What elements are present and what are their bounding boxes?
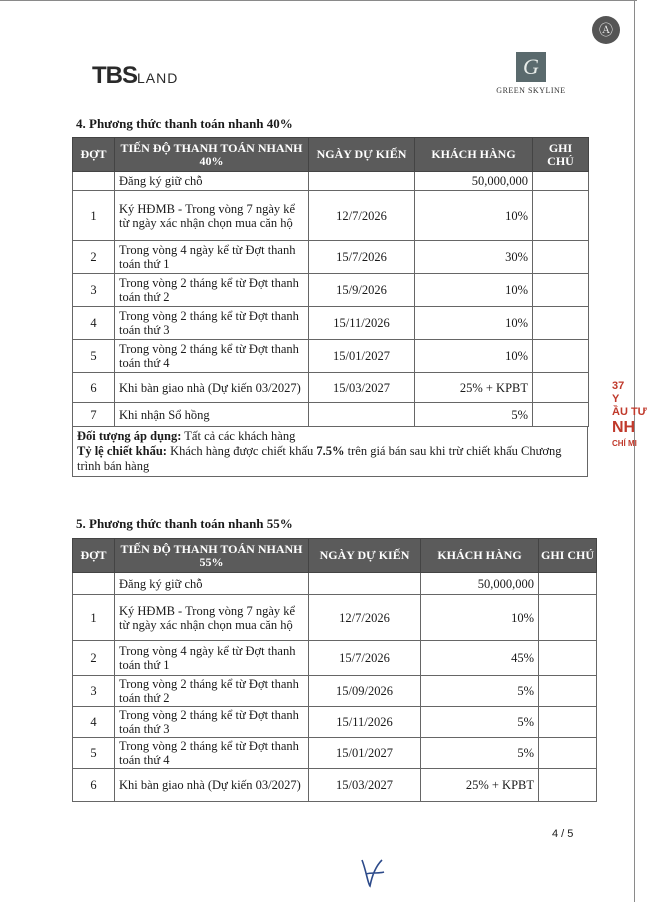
col-dot-header: ĐỢT — [73, 138, 115, 172]
col-note-header: GHI CHÚ — [533, 138, 589, 172]
discount-line: Tỷ lệ chiết khấu: Khách hàng được chiết khấu 7.5% trên giá bán sau khi trừ chiết khấu Chương trình bán hàng — [77, 444, 562, 473]
row-amount-cell: 10% — [415, 274, 533, 307]
row-dot-cell — [73, 573, 115, 595]
row-dot-cell: 6 — [73, 769, 115, 802]
row-amount-cell: 10% — [421, 595, 539, 641]
row-dot-cell: 6 — [73, 373, 115, 403]
table-row — [73, 573, 597, 595]
row-amount-cell: 5% — [421, 707, 539, 738]
row-note-cell — [539, 676, 597, 707]
page-number: 4 / 5 — [552, 828, 574, 840]
row-amount-cell: 30% — [415, 241, 533, 274]
row-note-cell — [539, 573, 597, 595]
page-border-top — [0, 0, 637, 1]
applicable-line: Đối tượng áp dụng: Tất cả các khách hàng — [77, 429, 296, 443]
row-progress-cell: Trong vòng 4 ngày kể từ Đợt thanh toán thứ 1 — [115, 641, 309, 676]
row-date-cell: 15/11/2026 — [309, 307, 415, 340]
table-row — [73, 373, 589, 403]
green-skyline-name: GREEN SKYLINE — [496, 86, 566, 95]
row-progress-cell: Khi bàn giao nhà (Dự kiến 03/2027) — [115, 769, 309, 802]
col-progress-header: TIẾN ĐỘ THANH TOÁN NHANH 40% — [115, 138, 309, 172]
row-progress-cell: Trong vòng 2 tháng kể từ Đợt thanh toán thứ 4 — [115, 738, 309, 769]
row-note-cell — [533, 191, 589, 241]
row-amount-cell: 25% + KPBT — [421, 769, 539, 802]
col-progress-header: TIẾN ĐỘ THANH TOÁN NHANH 55% — [115, 539, 309, 573]
row-date-cell: 15/01/2027 — [309, 738, 421, 769]
section4-body — [73, 172, 589, 427]
row-dot-cell: 3 — [73, 676, 115, 707]
row-note-cell — [539, 641, 597, 676]
row-note-cell — [533, 241, 589, 274]
section5-body — [73, 573, 597, 802]
row-note-cell — [539, 769, 597, 802]
row-amount-cell: 25% + KPBT — [415, 373, 533, 403]
row-progress-cell: Khi nhận Sổ hồng — [115, 403, 309, 427]
table-row — [73, 641, 597, 676]
row-date-cell — [309, 573, 421, 595]
table-row — [73, 676, 597, 707]
row-progress-cell: Ký HĐMB - Trong vòng 7 ngày kể từ ngày xác nhận chọn mua căn hộ — [115, 595, 309, 641]
row-progress-cell: Đăng ký giữ chỗ — [115, 172, 309, 191]
row-note-cell — [533, 172, 589, 191]
row-progress-cell: Trong vòng 2 tháng kể từ Đợt thanh toán thứ 4 — [115, 340, 309, 373]
row-date-cell: 15/03/2027 — [309, 373, 415, 403]
row-amount-cell: 5% — [421, 676, 539, 707]
row-amount-cell: 10% — [415, 307, 533, 340]
row-dot-cell: 5 — [73, 738, 115, 769]
row-amount-cell: 50,000,000 — [415, 172, 533, 191]
green-skyline-logo — [496, 52, 566, 95]
row-progress-cell: Trong vòng 2 tháng kể từ Đợt thanh toán thứ 2 — [115, 676, 309, 707]
row-amount-cell: 5% — [421, 738, 539, 769]
row-date-cell: 15/9/2026 — [309, 274, 415, 307]
section4-table — [72, 137, 589, 427]
row-date-cell: 12/7/2026 — [309, 191, 415, 241]
col-note-header: GHI CHÚ — [539, 539, 597, 573]
row-date-cell: 15/09/2026 — [309, 676, 421, 707]
table-row — [73, 274, 589, 307]
row-dot-cell — [73, 172, 115, 191]
table-row — [73, 340, 589, 373]
section5-table — [72, 538, 597, 802]
table-row — [73, 172, 589, 191]
row-dot-cell: 4 — [73, 307, 115, 340]
row-note-cell — [533, 403, 589, 427]
row-date-cell: 15/01/2027 — [309, 340, 415, 373]
row-amount-cell: 45% — [421, 641, 539, 676]
row-note-cell — [533, 307, 589, 340]
row-dot-cell: 2 — [73, 241, 115, 274]
row-progress-cell: Trong vòng 4 ngày kể từ Đợt thanh toán thứ 1 — [115, 241, 309, 274]
row-progress-cell: Ký HĐMB - Trong vòng 7 ngày kể từ ngày xác nhận chọn mua căn hộ — [115, 191, 309, 241]
table-row — [73, 403, 589, 427]
row-amount-cell: 10% — [415, 340, 533, 373]
green-skyline-mark: G — [516, 52, 546, 82]
company-stamp: 37 Y ẦU TƯ NH CHÍ MI — [612, 380, 647, 448]
row-progress-cell: Đăng ký giữ chỗ — [115, 573, 309, 595]
row-note-cell — [533, 340, 589, 373]
table-row — [73, 595, 597, 641]
col-date-header: NGÀY DỰ KIẾN — [309, 138, 415, 172]
row-dot-cell: 4 — [73, 707, 115, 738]
section4-notes — [72, 427, 588, 477]
row-date-cell: 15/11/2026 — [309, 707, 421, 738]
row-progress-cell: Trong vòng 2 tháng kể từ Đợt thanh toán thứ 2 — [115, 274, 309, 307]
table-row — [73, 738, 597, 769]
table-row — [73, 191, 589, 241]
table-row — [73, 707, 597, 738]
tbs-land-logo: TBSLAND — [92, 62, 179, 89]
row-note-cell — [539, 738, 597, 769]
table-row — [73, 241, 589, 274]
section4-title: 4. Phương thức thanh toán nhanh 40% — [76, 116, 293, 131]
row-note-cell — [539, 595, 597, 641]
row-amount-cell: 5% — [415, 403, 533, 427]
row-progress-cell: Trong vòng 2 tháng kể từ Đợt thanh toán thứ 3 — [115, 307, 309, 340]
row-dot-cell: 1 — [73, 595, 115, 641]
row-dot-cell: 5 — [73, 340, 115, 373]
table-row — [73, 307, 589, 340]
row-progress-cell: Trong vòng 2 tháng kể từ Đợt thanh toán thứ 3 — [115, 707, 309, 738]
signature — [358, 856, 386, 890]
row-note-cell — [533, 274, 589, 307]
row-date-cell: 12/7/2026 — [309, 595, 421, 641]
col-date-header: NGÀY DỰ KIẾN — [309, 539, 421, 573]
section5-title: 5. Phương thức thanh toán nhanh 55% — [76, 516, 293, 531]
row-note-cell — [539, 707, 597, 738]
row-note-cell — [533, 373, 589, 403]
row-date-cell: 15/7/2026 — [309, 241, 415, 274]
row-date-cell: 15/03/2027 — [309, 769, 421, 802]
col-amount-header: KHÁCH HÀNG — [421, 539, 539, 573]
translate-icon[interactable]: Ⓐ — [592, 16, 620, 44]
row-dot-cell: 2 — [73, 641, 115, 676]
col-amount-header: KHÁCH HÀNG — [415, 138, 533, 172]
row-dot-cell: 7 — [73, 403, 115, 427]
row-amount-cell: 10% — [415, 191, 533, 241]
row-amount-cell: 50,000,000 — [421, 573, 539, 595]
row-date-cell — [309, 403, 415, 427]
row-date-cell — [309, 172, 415, 191]
col-dot-header: ĐỢT — [73, 539, 115, 573]
row-progress-cell: Khi bàn giao nhà (Dự kiến 03/2027) — [115, 373, 309, 403]
row-date-cell: 15/7/2026 — [309, 641, 421, 676]
table-row — [73, 769, 597, 802]
row-dot-cell: 3 — [73, 274, 115, 307]
row-dot-cell: 1 — [73, 191, 115, 241]
